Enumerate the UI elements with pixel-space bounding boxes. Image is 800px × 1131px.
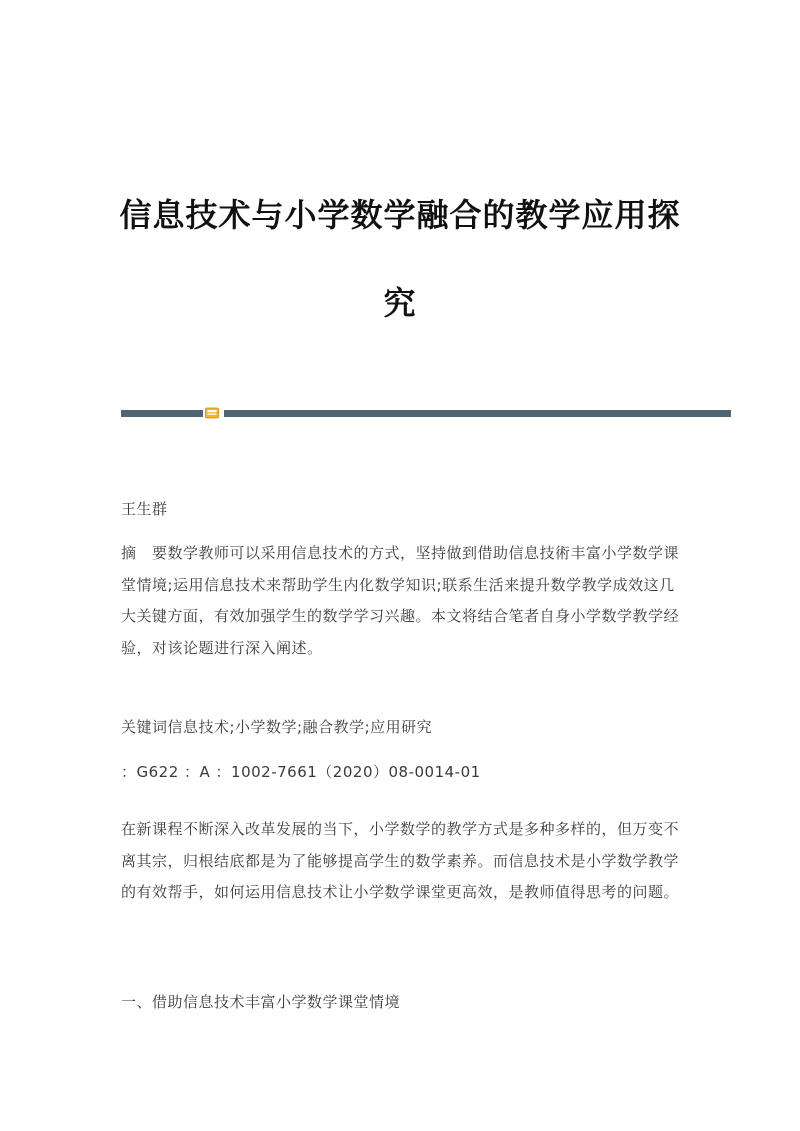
page-title-line-1: 信息技术与小学数学融合的教学应用探: [119, 196, 681, 234]
title-divider-left: [121, 410, 203, 417]
page-title-line-2: 究: [383, 284, 417, 322]
abstract-paragraph: 摘 要数学教师可以采用信息技术的方式，坚持做到借助信息技術丰富小学数学课堂情境;运用信息技术来帮助学生内化数学知识;联系生活来提升数学教学成效这几大关键方面，有效加强学生的数学学习兴趣。本文将结合笔者自身小学数学教学经验，对该论题进行深入阐述。: [121, 544, 680, 657]
book-icon: [205, 407, 219, 419]
title-divider-right: [224, 410, 731, 417]
intro-paragraph: 在新课程不断深入改革发展的当下，小学数学的教学方式是多种多样的，但万变不离其宗，归根结底都是为了能够提高学生的数学素养。而信息技术是小学数学教学的有效帮手，如何运用信息技术让小学数学课堂更高效，是教师值得思考的问题。: [121, 820, 680, 901]
keywords-line: 关键词信息技术;小学数学;融合教学;应用研究: [121, 718, 433, 736]
classification-line: ：G622 ：A ：1002-7661（2020）08-0014-01: [121, 763, 481, 781]
section-heading-1: 一、借助信息技术丰富小学数学课堂情境: [121, 993, 401, 1011]
author-name: 王生群: [121, 500, 168, 518]
